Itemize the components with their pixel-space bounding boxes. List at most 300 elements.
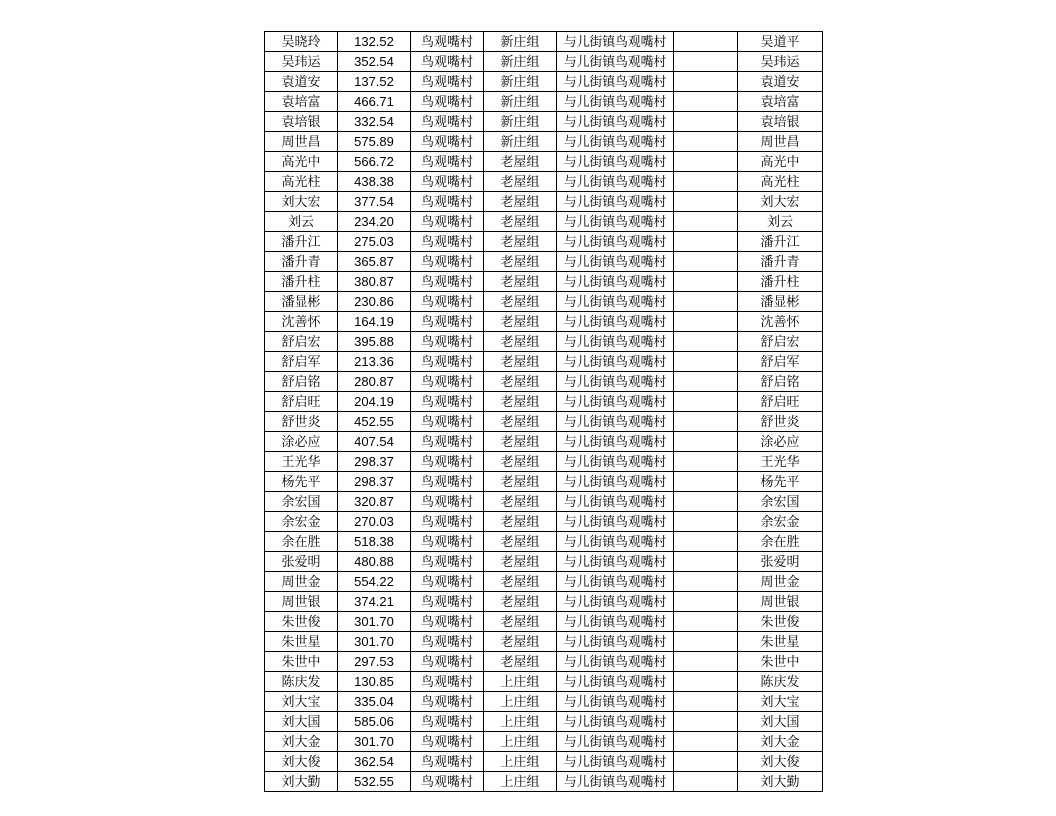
table-row	[265, 452, 823, 472]
cell-village: 鸟观嘴村	[411, 232, 484, 252]
cell-full-name: 与儿街镇鸟观嘴村	[557, 392, 674, 412]
cell-group: 老屋组	[484, 552, 557, 572]
cell-signature-name: 潘升青	[738, 252, 823, 272]
cell-blank	[674, 292, 738, 312]
cell-signature-name: 刘大勤	[738, 772, 823, 792]
cell-amount: 320.87	[338, 492, 411, 512]
cell-signature-name: 涂必应	[738, 432, 823, 452]
cell-blank	[674, 72, 738, 92]
cell-amount: 480.88	[338, 552, 411, 572]
cell-signature-name: 刘大国	[738, 712, 823, 732]
cell-group: 新庄组	[484, 52, 557, 72]
cell-signature-name: 舒启宏	[738, 332, 823, 352]
cell-amount: 518.38	[338, 532, 411, 552]
cell-village: 鸟观嘴村	[411, 272, 484, 292]
table-row	[265, 372, 823, 392]
cell-full-name: 与儿街镇鸟观嘴村	[557, 192, 674, 212]
table-row	[265, 32, 823, 52]
cell-village: 鸟观嘴村	[411, 512, 484, 532]
cell-group: 老屋组	[484, 312, 557, 332]
cell-blank	[674, 32, 738, 52]
cell-signature-name: 陈庆发	[738, 672, 823, 692]
cell-blank	[674, 392, 738, 412]
cell-amount: 585.06	[338, 712, 411, 732]
cell-blank	[674, 332, 738, 352]
cell-blank	[674, 272, 738, 292]
cell-group: 上庄组	[484, 752, 557, 772]
cell-amount: 270.03	[338, 512, 411, 532]
cell-name: 潘显彬	[265, 292, 338, 312]
cell-full-name: 与儿街镇鸟观嘴村	[557, 412, 674, 432]
cell-group: 老屋组	[484, 472, 557, 492]
cell-blank	[674, 492, 738, 512]
cell-blank	[674, 772, 738, 792]
cell-blank	[674, 352, 738, 372]
cell-amount: 130.85	[338, 672, 411, 692]
cell-group: 老屋组	[484, 352, 557, 372]
cell-amount: 374.21	[338, 592, 411, 612]
cell-blank	[674, 452, 738, 472]
table-row	[265, 132, 823, 152]
cell-name: 朱世中	[265, 652, 338, 672]
cell-amount: 407.54	[338, 432, 411, 452]
cell-village: 鸟观嘴村	[411, 672, 484, 692]
cell-blank	[674, 712, 738, 732]
cell-village: 鸟观嘴村	[411, 452, 484, 472]
table-row	[265, 112, 823, 132]
cell-amount: 365.87	[338, 252, 411, 272]
cell-signature-name: 周世昌	[738, 132, 823, 152]
data-table-container	[264, 31, 823, 792]
cell-name: 刘大宝	[265, 692, 338, 712]
cell-name: 周世银	[265, 592, 338, 612]
cell-group: 老屋组	[484, 252, 557, 272]
cell-amount: 352.54	[338, 52, 411, 72]
cell-amount: 380.87	[338, 272, 411, 292]
cell-amount: 230.86	[338, 292, 411, 312]
cell-name: 吴玮运	[265, 52, 338, 72]
cell-blank	[674, 432, 738, 452]
cell-village: 鸟观嘴村	[411, 532, 484, 552]
table-row	[265, 352, 823, 372]
cell-blank	[674, 412, 738, 432]
table-row	[265, 52, 823, 72]
cell-blank	[674, 192, 738, 212]
cell-blank	[674, 132, 738, 152]
cell-signature-name: 沈善怀	[738, 312, 823, 332]
cell-signature-name: 王光华	[738, 452, 823, 472]
cell-name: 高光柱	[265, 172, 338, 192]
cell-amount: 301.70	[338, 612, 411, 632]
cell-full-name: 与儿街镇鸟观嘴村	[557, 532, 674, 552]
cell-name: 王光华	[265, 452, 338, 472]
cell-group: 新庄组	[484, 112, 557, 132]
cell-village: 鸟观嘴村	[411, 32, 484, 52]
cell-full-name: 与儿街镇鸟观嘴村	[557, 372, 674, 392]
cell-signature-name: 潘显彬	[738, 292, 823, 312]
cell-signature-name: 袁道安	[738, 72, 823, 92]
cell-group: 上庄组	[484, 672, 557, 692]
cell-group: 老屋组	[484, 232, 557, 252]
table-row	[265, 92, 823, 112]
cell-blank	[674, 252, 738, 272]
cell-signature-name: 朱世中	[738, 652, 823, 672]
cell-amount: 213.36	[338, 352, 411, 372]
cell-amount: 362.54	[338, 752, 411, 772]
cell-name: 袁培银	[265, 112, 338, 132]
cell-full-name: 与儿街镇鸟观嘴村	[557, 512, 674, 532]
cell-village: 鸟观嘴村	[411, 352, 484, 372]
cell-amount: 298.37	[338, 472, 411, 492]
cell-village: 鸟观嘴村	[411, 592, 484, 612]
cell-amount: 297.53	[338, 652, 411, 672]
cell-name: 张爱明	[265, 552, 338, 572]
cell-name: 周世昌	[265, 132, 338, 152]
cell-village: 鸟观嘴村	[411, 92, 484, 112]
cell-blank	[674, 532, 738, 552]
table-row	[265, 152, 823, 172]
cell-group: 上庄组	[484, 732, 557, 752]
cell-amount: 301.70	[338, 632, 411, 652]
cell-full-name: 与儿街镇鸟观嘴村	[557, 632, 674, 652]
cell-blank	[674, 172, 738, 192]
cell-full-name: 与儿街镇鸟观嘴村	[557, 572, 674, 592]
cell-signature-name: 袁培富	[738, 92, 823, 112]
cell-village: 鸟观嘴村	[411, 392, 484, 412]
cell-blank	[674, 592, 738, 612]
cell-name: 杨先平	[265, 472, 338, 492]
cell-name: 高光中	[265, 152, 338, 172]
table-row	[265, 292, 823, 312]
cell-signature-name: 周世银	[738, 592, 823, 612]
cell-full-name: 与儿街镇鸟观嘴村	[557, 252, 674, 272]
cell-signature-name: 余在胜	[738, 532, 823, 552]
cell-group: 老屋组	[484, 372, 557, 392]
table-row	[265, 472, 823, 492]
cell-amount: 132.52	[338, 32, 411, 52]
cell-village: 鸟观嘴村	[411, 652, 484, 672]
cell-village: 鸟观嘴村	[411, 132, 484, 152]
cell-blank	[674, 312, 738, 332]
cell-name: 朱世星	[265, 632, 338, 652]
cell-signature-name: 高光柱	[738, 172, 823, 192]
cell-village: 鸟观嘴村	[411, 52, 484, 72]
cell-village: 鸟观嘴村	[411, 752, 484, 772]
cell-blank	[674, 472, 738, 492]
table-row	[265, 772, 823, 792]
cell-full-name: 与儿街镇鸟观嘴村	[557, 212, 674, 232]
cell-group: 老屋组	[484, 292, 557, 312]
cell-blank	[674, 672, 738, 692]
cell-amount: 335.04	[338, 692, 411, 712]
cell-blank	[674, 512, 738, 532]
cell-blank	[674, 372, 738, 392]
cell-signature-name: 周世金	[738, 572, 823, 592]
cell-group: 老屋组	[484, 412, 557, 432]
cell-name: 涂必应	[265, 432, 338, 452]
cell-name: 舒世炎	[265, 412, 338, 432]
cell-amount: 438.38	[338, 172, 411, 192]
cell-blank	[674, 732, 738, 752]
cell-village: 鸟观嘴村	[411, 152, 484, 172]
cell-group: 老屋组	[484, 332, 557, 352]
cell-signature-name: 舒世炎	[738, 412, 823, 432]
cell-blank	[674, 52, 738, 72]
cell-amount: 466.71	[338, 92, 411, 112]
cell-village: 鸟观嘴村	[411, 312, 484, 332]
cell-group: 新庄组	[484, 72, 557, 92]
table-row	[265, 332, 823, 352]
cell-name: 刘云	[265, 212, 338, 232]
cell-blank	[674, 632, 738, 652]
cell-blank	[674, 152, 738, 172]
cell-group: 上庄组	[484, 692, 557, 712]
cell-group: 老屋组	[484, 592, 557, 612]
cell-signature-name: 舒启军	[738, 352, 823, 372]
table-row	[265, 432, 823, 452]
cell-village: 鸟观嘴村	[411, 432, 484, 452]
cell-name: 袁培富	[265, 92, 338, 112]
table-row	[265, 692, 823, 712]
cell-name: 刘大勤	[265, 772, 338, 792]
cell-full-name: 与儿街镇鸟观嘴村	[557, 452, 674, 472]
cell-full-name: 与儿街镇鸟观嘴村	[557, 492, 674, 512]
cell-signature-name: 刘大宝	[738, 692, 823, 712]
cell-amount: 377.54	[338, 192, 411, 212]
cell-village: 鸟观嘴村	[411, 552, 484, 572]
cell-signature-name: 吴道平	[738, 32, 823, 52]
table-row	[265, 672, 823, 692]
cell-full-name: 与儿街镇鸟观嘴村	[557, 652, 674, 672]
cell-name: 潘升柱	[265, 272, 338, 292]
cell-signature-name: 朱世俊	[738, 612, 823, 632]
cell-full-name: 与儿街镇鸟观嘴村	[557, 712, 674, 732]
cell-blank	[674, 112, 738, 132]
cell-amount: 332.54	[338, 112, 411, 132]
table-row	[265, 632, 823, 652]
cell-full-name: 与儿街镇鸟观嘴村	[557, 172, 674, 192]
cell-group: 老屋组	[484, 512, 557, 532]
cell-amount: 164.19	[338, 312, 411, 332]
cell-signature-name: 刘大金	[738, 732, 823, 752]
cell-signature-name: 刘大宏	[738, 192, 823, 212]
cell-group: 新庄组	[484, 92, 557, 112]
cell-group: 老屋组	[484, 192, 557, 212]
cell-signature-name: 潘升江	[738, 232, 823, 252]
cell-amount: 280.87	[338, 372, 411, 392]
cell-village: 鸟观嘴村	[411, 212, 484, 232]
cell-group: 老屋组	[484, 492, 557, 512]
table-row	[265, 232, 823, 252]
cell-amount: 301.70	[338, 732, 411, 752]
cell-village: 鸟观嘴村	[411, 712, 484, 732]
cell-full-name: 与儿街镇鸟观嘴村	[557, 472, 674, 492]
cell-name: 刘大俊	[265, 752, 338, 772]
cell-group: 老屋组	[484, 532, 557, 552]
table-row	[265, 592, 823, 612]
cell-village: 鸟观嘴村	[411, 372, 484, 392]
cell-amount: 575.89	[338, 132, 411, 152]
cell-amount: 137.52	[338, 72, 411, 92]
cell-full-name: 与儿街镇鸟观嘴村	[557, 292, 674, 312]
cell-signature-name: 高光中	[738, 152, 823, 172]
cell-full-name: 与儿街镇鸟观嘴村	[557, 772, 674, 792]
table-row	[265, 72, 823, 92]
cell-blank	[674, 652, 738, 672]
cell-village: 鸟观嘴村	[411, 732, 484, 752]
cell-amount: 275.03	[338, 232, 411, 252]
table-row	[265, 752, 823, 772]
cell-village: 鸟观嘴村	[411, 252, 484, 272]
cell-village: 鸟观嘴村	[411, 692, 484, 712]
cell-full-name: 与儿街镇鸟观嘴村	[557, 552, 674, 572]
cell-village: 鸟观嘴村	[411, 412, 484, 432]
table-row	[265, 392, 823, 412]
cell-full-name: 与儿街镇鸟观嘴村	[557, 232, 674, 252]
table-row	[265, 552, 823, 572]
cell-group: 新庄组	[484, 32, 557, 52]
cell-name: 周世金	[265, 572, 338, 592]
table-row	[265, 312, 823, 332]
cell-amount: 395.88	[338, 332, 411, 352]
cell-village: 鸟观嘴村	[411, 172, 484, 192]
cell-group: 老屋组	[484, 612, 557, 632]
cell-full-name: 与儿街镇鸟观嘴村	[557, 332, 674, 352]
cell-name: 沈善怀	[265, 312, 338, 332]
cell-name: 余宏国	[265, 492, 338, 512]
cell-name: 舒启铭	[265, 372, 338, 392]
cell-group: 老屋组	[484, 432, 557, 452]
cell-group: 老屋组	[484, 452, 557, 472]
table-row	[265, 492, 823, 512]
cell-signature-name: 刘大俊	[738, 752, 823, 772]
cell-full-name: 与儿街镇鸟观嘴村	[557, 352, 674, 372]
cell-blank	[674, 752, 738, 772]
cell-name: 舒启军	[265, 352, 338, 372]
table-row	[265, 712, 823, 732]
table-row	[265, 732, 823, 752]
cell-village: 鸟观嘴村	[411, 72, 484, 92]
cell-name: 舒启旺	[265, 392, 338, 412]
cell-village: 鸟观嘴村	[411, 772, 484, 792]
cell-amount: 566.72	[338, 152, 411, 172]
cell-full-name: 与儿街镇鸟观嘴村	[557, 732, 674, 752]
cell-village: 鸟观嘴村	[411, 332, 484, 352]
cell-village: 鸟观嘴村	[411, 472, 484, 492]
cell-name: 余在胜	[265, 532, 338, 552]
cell-village: 鸟观嘴村	[411, 192, 484, 212]
cell-group: 老屋组	[484, 152, 557, 172]
cell-blank	[674, 612, 738, 632]
cell-amount: 532.55	[338, 772, 411, 792]
cell-village: 鸟观嘴村	[411, 632, 484, 652]
table-body	[265, 32, 823, 792]
cell-group: 新庄组	[484, 132, 557, 152]
cell-full-name: 与儿街镇鸟观嘴村	[557, 52, 674, 72]
table-row	[265, 192, 823, 212]
cell-full-name: 与儿街镇鸟观嘴村	[557, 152, 674, 172]
table-row	[265, 412, 823, 432]
table-row	[265, 172, 823, 192]
cell-signature-name: 刘云	[738, 212, 823, 232]
cell-name: 潘升青	[265, 252, 338, 272]
cell-full-name: 与儿街镇鸟观嘴村	[557, 672, 674, 692]
cell-blank	[674, 552, 738, 572]
cell-full-name: 与儿街镇鸟观嘴村	[557, 592, 674, 612]
cell-group: 上庄组	[484, 712, 557, 732]
cell-full-name: 与儿街镇鸟观嘴村	[557, 312, 674, 332]
cell-blank	[674, 572, 738, 592]
cell-name: 袁道安	[265, 72, 338, 92]
cell-blank	[674, 212, 738, 232]
cell-amount: 204.19	[338, 392, 411, 412]
cell-full-name: 与儿街镇鸟观嘴村	[557, 92, 674, 112]
cell-amount: 452.55	[338, 412, 411, 432]
cell-group: 老屋组	[484, 652, 557, 672]
cell-signature-name: 张爱明	[738, 552, 823, 572]
cell-amount: 554.22	[338, 572, 411, 592]
cell-name: 朱世俊	[265, 612, 338, 632]
cell-full-name: 与儿街镇鸟观嘴村	[557, 752, 674, 772]
table-row	[265, 572, 823, 592]
cell-signature-name: 余宏国	[738, 492, 823, 512]
cell-name: 余宏金	[265, 512, 338, 532]
cell-blank	[674, 692, 738, 712]
cell-group: 老屋组	[484, 392, 557, 412]
cell-village: 鸟观嘴村	[411, 572, 484, 592]
cell-village: 鸟观嘴村	[411, 112, 484, 132]
cell-signature-name: 吴玮运	[738, 52, 823, 72]
cell-group: 老屋组	[484, 212, 557, 232]
cell-name: 刘大金	[265, 732, 338, 752]
table-row	[265, 532, 823, 552]
cell-signature-name: 舒启铭	[738, 372, 823, 392]
table-row	[265, 252, 823, 272]
cell-blank	[674, 232, 738, 252]
data-table	[264, 31, 823, 792]
cell-full-name: 与儿街镇鸟观嘴村	[557, 432, 674, 452]
cell-full-name: 与儿街镇鸟观嘴村	[557, 132, 674, 152]
cell-full-name: 与儿街镇鸟观嘴村	[557, 272, 674, 292]
cell-village: 鸟观嘴村	[411, 612, 484, 632]
cell-name: 刘大宏	[265, 192, 338, 212]
cell-signature-name: 余宏金	[738, 512, 823, 532]
cell-signature-name: 袁培银	[738, 112, 823, 132]
table-row	[265, 612, 823, 632]
table-row	[265, 272, 823, 292]
cell-group: 老屋组	[484, 172, 557, 192]
cell-signature-name: 杨先平	[738, 472, 823, 492]
cell-amount: 298.37	[338, 452, 411, 472]
cell-name: 潘升江	[265, 232, 338, 252]
cell-name: 舒启宏	[265, 332, 338, 352]
table-row	[265, 212, 823, 232]
cell-signature-name: 潘升柱	[738, 272, 823, 292]
cell-village: 鸟观嘴村	[411, 492, 484, 512]
cell-full-name: 与儿街镇鸟观嘴村	[557, 72, 674, 92]
cell-group: 上庄组	[484, 772, 557, 792]
cell-blank	[674, 92, 738, 112]
cell-group: 老屋组	[484, 272, 557, 292]
table-row	[265, 512, 823, 532]
cell-full-name: 与儿街镇鸟观嘴村	[557, 32, 674, 52]
cell-group: 老屋组	[484, 632, 557, 652]
cell-full-name: 与儿街镇鸟观嘴村	[557, 692, 674, 712]
cell-name: 陈庆发	[265, 672, 338, 692]
cell-group: 老屋组	[484, 572, 557, 592]
cell-signature-name: 朱世星	[738, 632, 823, 652]
cell-amount: 234.20	[338, 212, 411, 232]
